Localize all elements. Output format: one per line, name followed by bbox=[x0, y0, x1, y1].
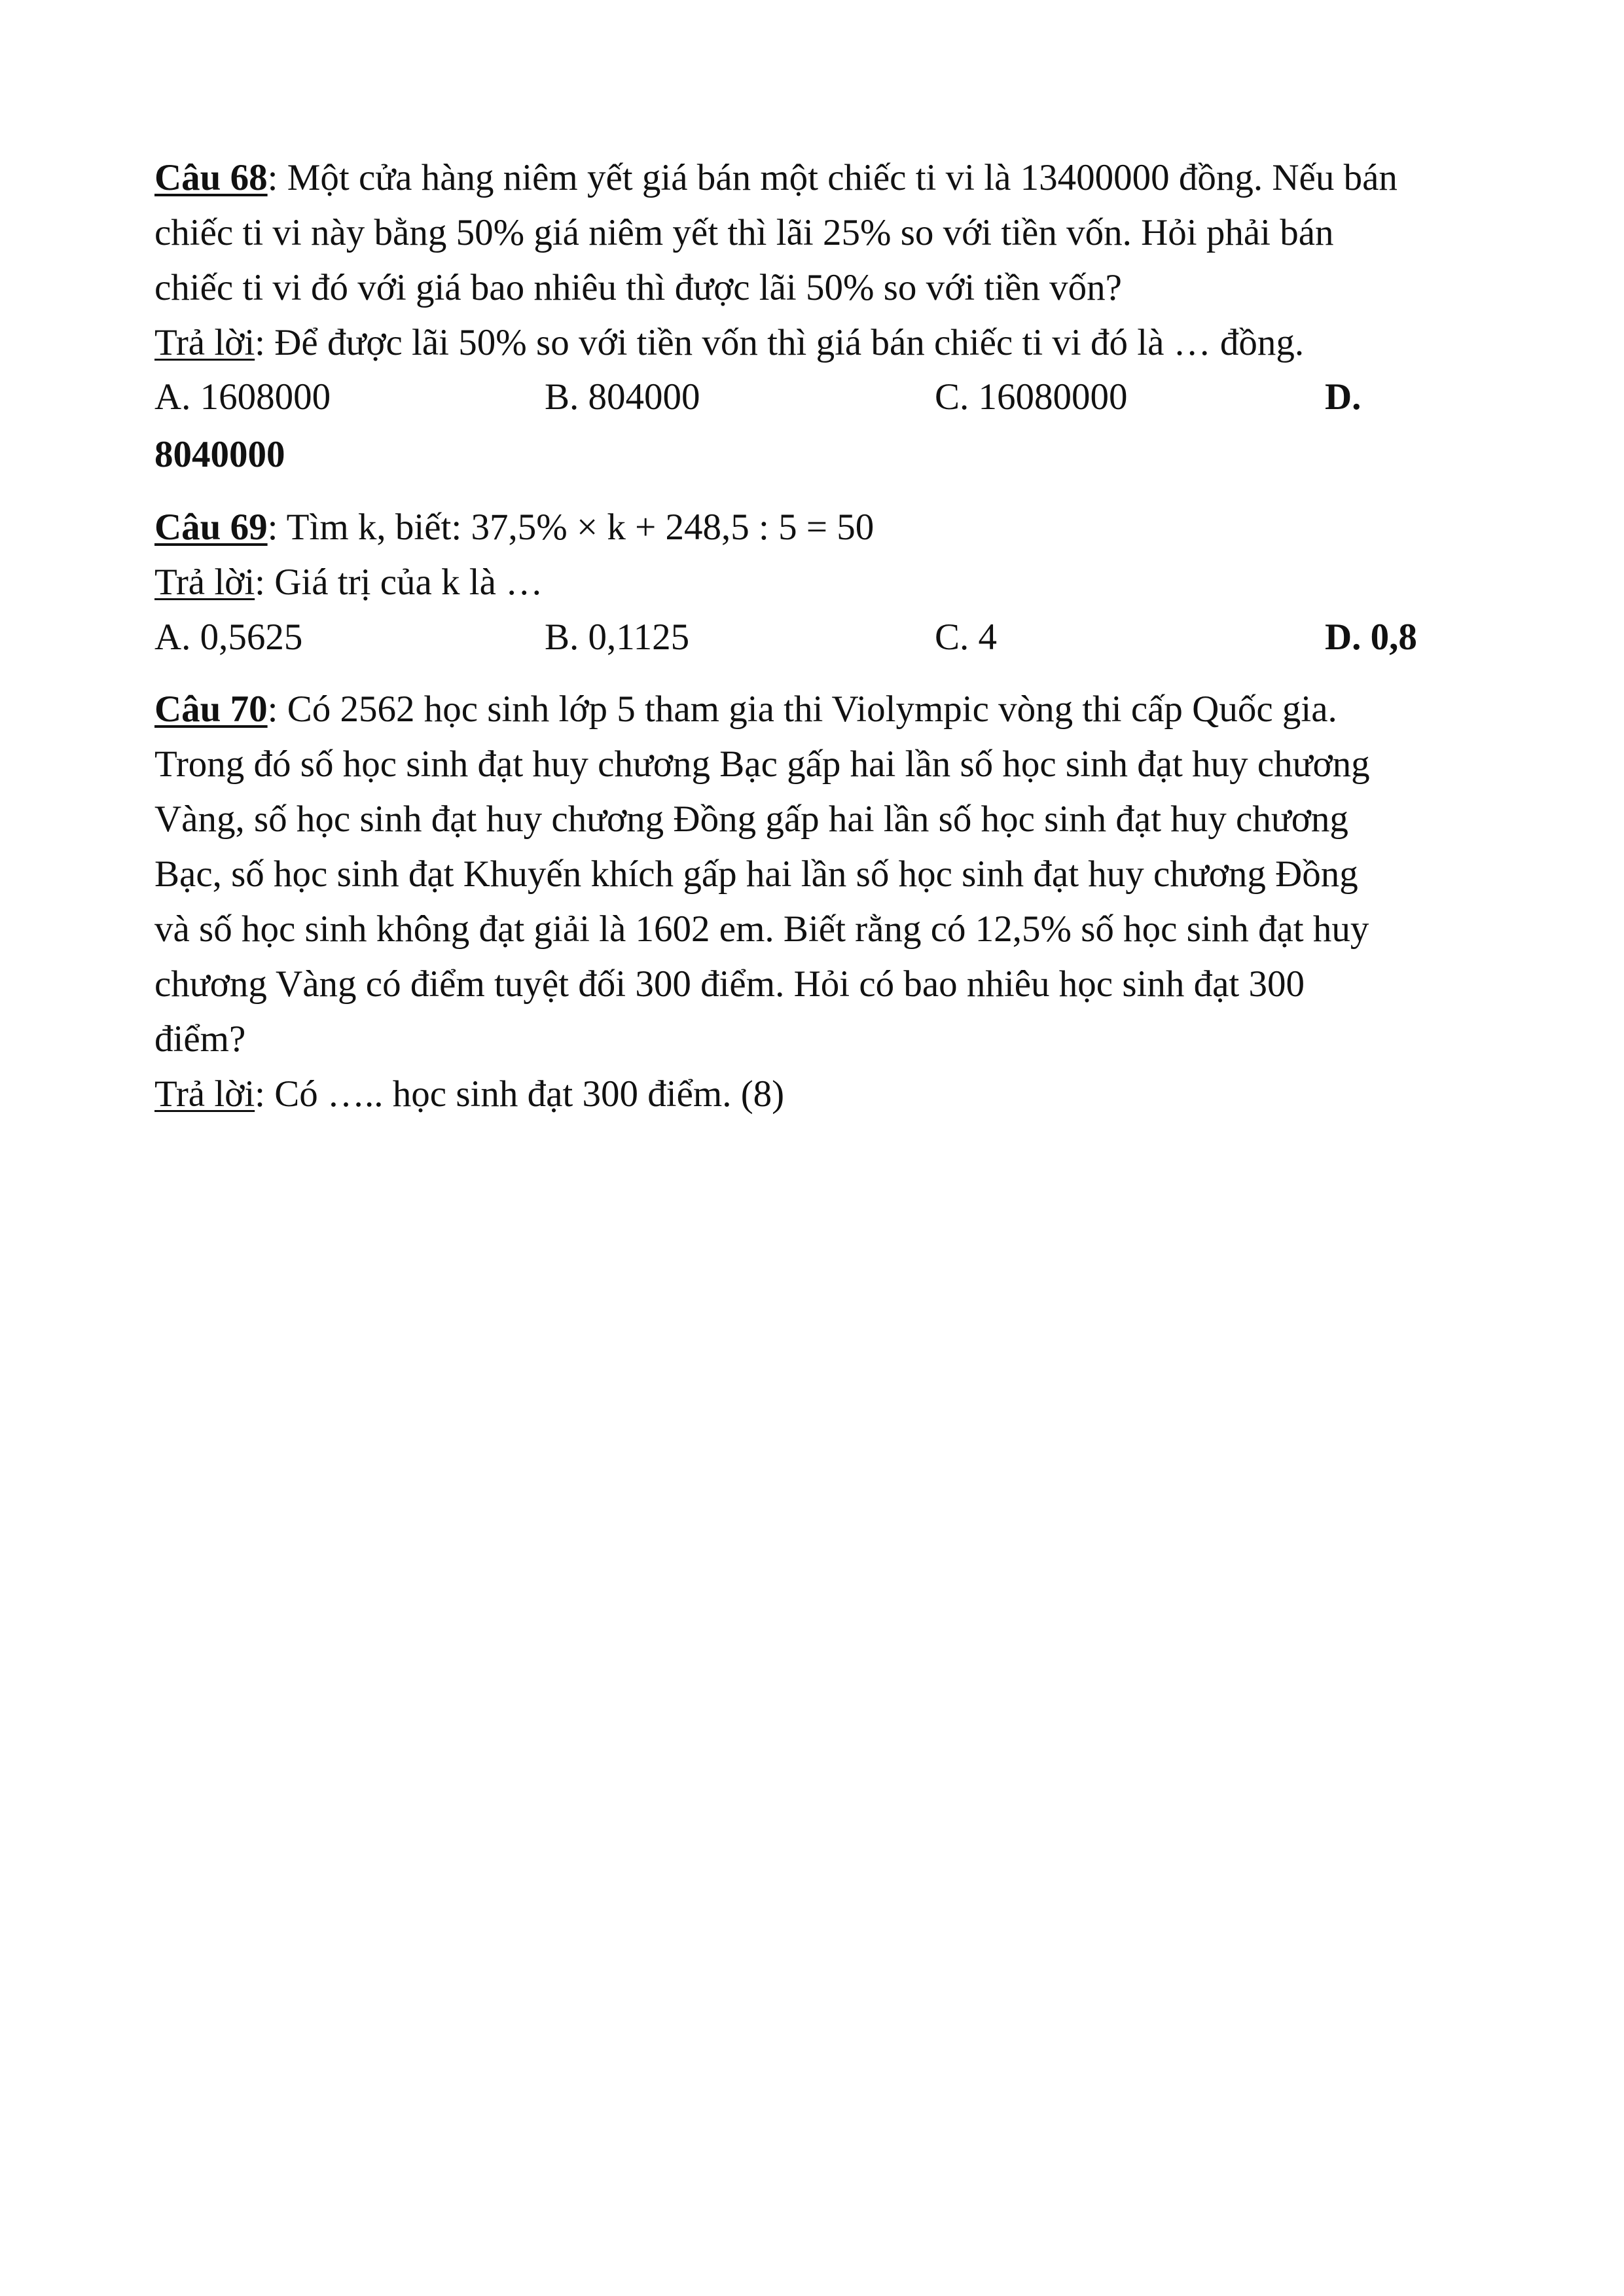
q68-label: Câu 68 bbox=[154, 157, 268, 198]
q68-option-a: A. 1608000 bbox=[154, 376, 331, 418]
q70-answer-label: Trả lời bbox=[154, 1073, 255, 1115]
q69-option-c: C. 4 bbox=[935, 617, 998, 658]
q69-label: Câu 69 bbox=[154, 507, 268, 548]
q68-option-b: B. 804000 bbox=[545, 376, 700, 418]
q68-line-2: chiếc ti vi này bằng 50% giá niêm yết thì lãi 25% so với tiền vốn. Hỏi phải bán bbox=[154, 212, 1334, 253]
q69-option-a: A. 0,5625 bbox=[154, 617, 303, 658]
q70-label: Câu 70 bbox=[154, 689, 268, 730]
q70-answer-text: : Có ….. học sinh đạt 300 điểm. (8) bbox=[255, 1073, 785, 1115]
q70-text-1: : Có 2562 học sinh lớp 5 tham gia thi Violympic vòng thi cấp Quốc gia. bbox=[267, 689, 1337, 730]
q70-line-6: chương Vàng có điểm tuyệt đối 300 điểm. Hỏi có bao nhiêu học sinh đạt 300 bbox=[154, 963, 1305, 1005]
q70-line-7: điểm? bbox=[154, 1018, 246, 1060]
q68-line-1 bbox=[154, 159, 1398, 196]
q69-option-d: D. 0,8 bbox=[1325, 617, 1417, 658]
q70-answer-line bbox=[154, 1075, 784, 1113]
q70-line-4: Bạc, số học sinh đạt Khuyến khích gấp hai lần số học sinh đạt huy chương Đồng bbox=[154, 853, 1358, 895]
q68-answer-line bbox=[154, 324, 1304, 361]
q68-option-c: C. 16080000 bbox=[935, 376, 1128, 418]
q68-option-d-value: 8040000 bbox=[154, 434, 285, 475]
q70-line-1 bbox=[154, 691, 1337, 728]
q69-answer-text: : Giá trị của k là … bbox=[255, 562, 543, 603]
q69-line-1 bbox=[154, 509, 874, 546]
q70-line-5: và số học sinh không đạt giải là 1602 em. Biết rằng có 12,5% số học sinh đạt huy bbox=[154, 908, 1369, 950]
q68-answer-text: : Để được lãi 50% so với tiền vốn thì giá bán chiếc ti vi đó là … đồng. bbox=[255, 322, 1305, 363]
q69-text-1: : Tìm k, biết: 37,5% × k + 248,5 : 5 = 50 bbox=[267, 507, 875, 548]
q68-line-3: chiếc ti vi đó với giá bao nhiêu thì được lãi 50% so với tiền vốn? bbox=[154, 267, 1122, 308]
q68-answer-label: Trả lời bbox=[154, 322, 255, 363]
q70-line-2: Trong đó số học sinh đạt huy chương Bạc gấp hai lần số học sinh đạt huy chương bbox=[154, 744, 1370, 785]
q69-option-b: B. 0,1125 bbox=[545, 617, 690, 658]
q68-text-1: : Một cửa hàng niêm yết giá bán một chiếc ti vi là 13400000 đồng. Nếu bán bbox=[267, 157, 1398, 198]
q69-answer-line bbox=[154, 564, 543, 601]
q70-line-3: Vàng, số học sinh đạt huy chương Đồng gấp hai lần số học sinh đạt huy chương bbox=[154, 798, 1348, 840]
q68-option-d-prefix: D. bbox=[1325, 376, 1362, 418]
q69-answer-label: Trả lời bbox=[154, 562, 255, 603]
